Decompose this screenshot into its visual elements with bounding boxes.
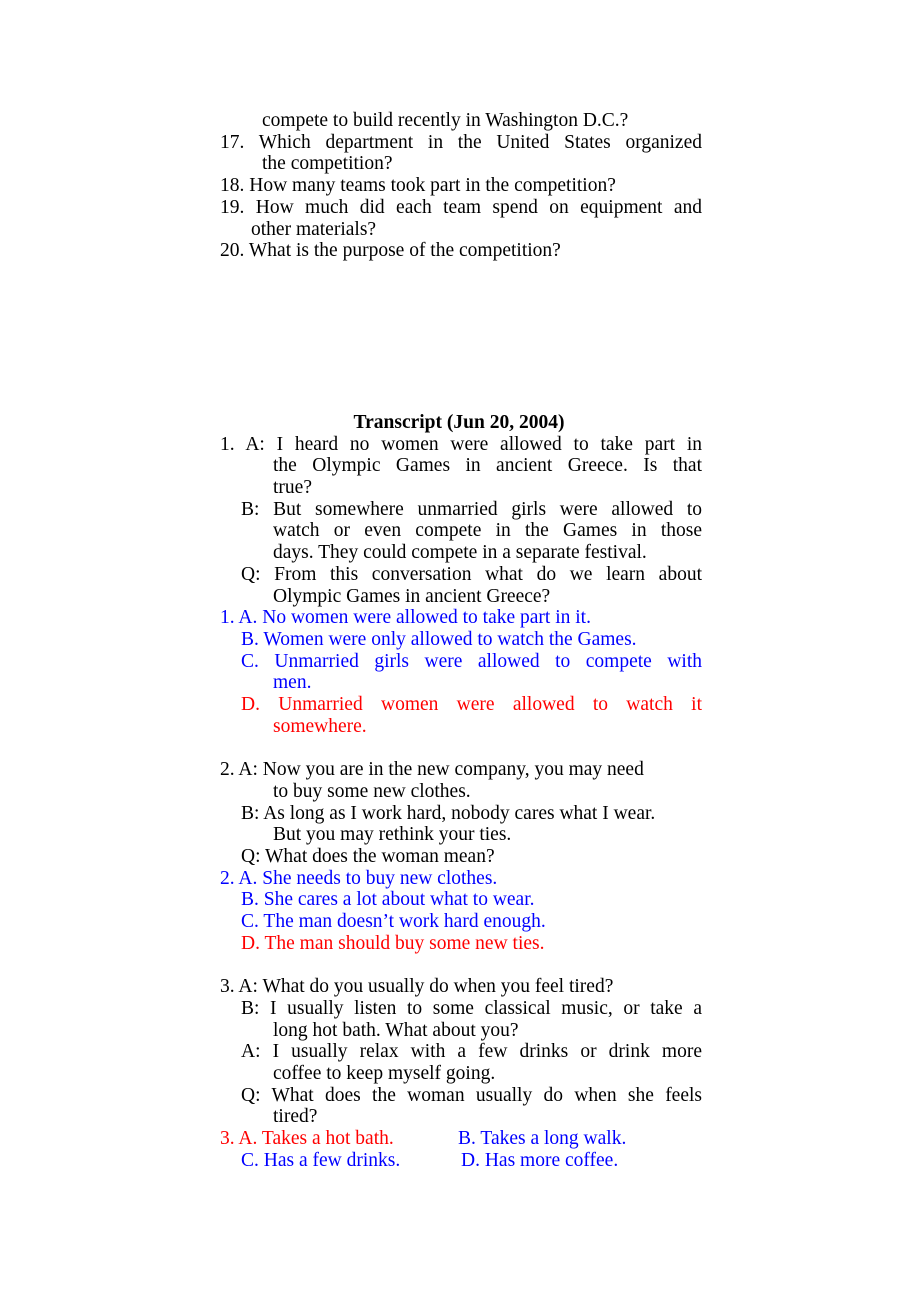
- item1-option-b: B. Women were only allowed to watch the Games.: [241, 628, 637, 650]
- question-16-continuation: compete to build recently in Washington D.C.?: [262, 110, 629, 131]
- item3-option-a-answer: 3. A. Takes a hot bath.: [220, 1128, 394, 1150]
- item2-option-d-answer: D. The man should buy some new ties.: [241, 932, 545, 954]
- item-spacer: [220, 737, 702, 759]
- item3-question-line1: Q: What does the woman usually do when she feels: [241, 1084, 702, 1106]
- item1-speaker-b-line3: days. They could compete in a separate festival.: [273, 542, 647, 564]
- question-20: 20. What is the purpose of the competition?: [220, 240, 561, 262]
- question-19-line2: other materials?: [251, 218, 377, 240]
- section-spacer: [220, 262, 702, 412]
- item3-option-d: D. Has more coffee.: [461, 1149, 619, 1171]
- item3-speaker-a2-line2: coffee to keep myself going.: [273, 1062, 496, 1084]
- item3-question-line2: tired?: [273, 1106, 318, 1128]
- item1-speaker-a-line2: the Olympic Games in ancient Greece. Is that: [273, 455, 702, 477]
- item2-question: Q: What does the woman mean?: [241, 845, 495, 867]
- item3-options-row1: [220, 1128, 702, 1150]
- item1-option-d-answer-line1: D. Unmarried women were allowed to watch it: [241, 694, 702, 716]
- item1-option-c-line2: men.: [273, 672, 312, 694]
- item1-question-line2: Olympic Games in ancient Greece?: [273, 585, 551, 607]
- item1-option-d-answer-line2: somewhere.: [273, 715, 367, 737]
- item2-speaker-b-line1: B: As long as I work hard, nobody cares what I wear.: [241, 802, 656, 824]
- item2-speaker-a-line2: to buy some new clothes.: [273, 780, 471, 802]
- document-page: [220, 110, 702, 1171]
- item2-option-b: B. She cares a lot about what to wear.: [241, 889, 535, 911]
- item3-option-c: C. Has a few drinks.: [241, 1149, 401, 1171]
- item1-speaker-b-line2: watch or even compete in the Games in those: [273, 520, 702, 542]
- question-17-line2: the competition?: [262, 153, 393, 175]
- question-18: 18. How many teams took part in the competition?: [220, 175, 616, 197]
- transcript-title: Transcript (Jun 20, 2004): [353, 411, 565, 433]
- item2-speaker-a-line1: 2. A: Now you are in the new company, you may need: [220, 759, 644, 781]
- item3-option-b: B. Takes a long walk.: [458, 1128, 627, 1150]
- item1-speaker-a-line1: 1. A: I heard no women were allowed to take part in: [220, 433, 702, 455]
- item3-speaker-b-line1: B: I usually listen to some classical music, or take a: [241, 997, 702, 1019]
- item1-speaker-a-line3: true?: [273, 477, 312, 499]
- item3-speaker-a2-line1: A: I usually relax with a few drinks or drink more: [241, 1041, 702, 1063]
- item2-speaker-b-line2: But you may rethink your ties.: [273, 824, 512, 846]
- question-19-line1: 19. How much did each team spend on equipment and: [220, 196, 702, 218]
- item3-speaker-a-line1: 3. A: What do you usually do when you feel tired?: [220, 976, 614, 998]
- item1-option-c-line1: C. Unmarried girls were allowed to compete with: [241, 650, 702, 672]
- item3-options-row2: [220, 1150, 702, 1172]
- item1-option-a: 1. A. No women were allowed to take part in it.: [220, 607, 591, 629]
- item-spacer: [220, 954, 702, 976]
- item2-option-a: 2. A. She needs to buy new clothes.: [220, 867, 498, 889]
- question-17-line1: 17. Which department in the United States organized: [220, 131, 702, 153]
- item1-question-line1: Q: From this conversation what do we learn about: [241, 563, 702, 585]
- item2-option-c: C. The man doesn’t work hard enough.: [241, 911, 546, 933]
- item3-speaker-b-line2: long hot bath. What about you?: [273, 1019, 519, 1041]
- item1-speaker-b-line1: B: But somewhere unmarried girls were allowed to: [241, 498, 702, 520]
